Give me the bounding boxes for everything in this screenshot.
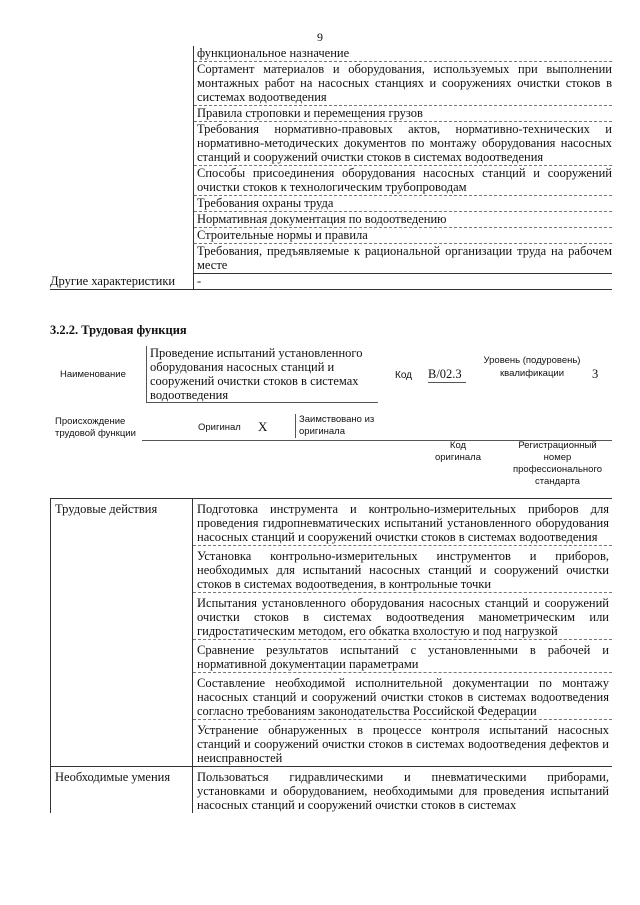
name-label: Наименование [60, 369, 126, 380]
code-value: В/02.3 [428, 367, 466, 383]
labor-actions-row [50, 499, 612, 767]
table-row [50, 166, 612, 196]
table-row [50, 122, 612, 166]
table-row [50, 244, 612, 274]
table-cell: Строительные нормы и правила [194, 228, 612, 244]
level-value: 3 [592, 367, 599, 381]
table-cell: Установка контрольно-измерительных инструментов и приборов, необходимых для испытаний насосных станций и сооружений очистки стоков в системах водоотведения, в контрольные точки [193, 546, 612, 593]
table-cell: Способы присоединения оборудования насосных станций и сооружений очистки стоков к технологическим трубопроводам [194, 166, 612, 196]
original-label: Оригинал [198, 422, 241, 433]
table-cell: Устранение обнаруженных в процессе контроля испытаний насосных станций и сооружений очистки стоков в системах водоотведения дефектов и неисправностей [193, 720, 612, 767]
borrowed-label: Заимствовано из оригинала [295, 414, 389, 438]
table-cell: функциональное назначение [194, 46, 612, 62]
function-details-table [50, 498, 612, 813]
table-cell: Нормативная документация по водоотведению [194, 212, 612, 228]
function-header [50, 344, 612, 404]
registration-caption: Регистрационный номер профессионального стандарта [513, 440, 602, 487]
table-cell: Подготовка инструмента и контрольно-измерительных приборов для проведения гидропневматических испытаний установленного оборудования насосных станций и сооружений очистки стоков в системах водоотведения [193, 499, 612, 546]
code-label: Код [395, 370, 413, 381]
section-heading: 3.2.2. Трудовая функция [50, 323, 187, 337]
table-row [50, 46, 612, 62]
table-cell: Требования, предъявляемые к рациональной организации труда на рабочем месте [194, 244, 612, 274]
table-cell: Сравнение результатов испытаний с установленными в рабочей и нормативной документации параметрами [193, 640, 612, 673]
page-number: 9 [317, 30, 323, 44]
table-cell: Составление необходимой исполнительной документации по монтажу насосных станций и сооружений очистки стоков в системах водоотведения согласно требованиям законодательства Российской Федерации [193, 673, 612, 720]
table-cell: Правила строповки и перемещения грузов [194, 106, 612, 122]
function-name: Проведение испытаний установленного оборудования насосных станций и сооружений очистки стоков в системах водоотведения [146, 346, 378, 403]
table-cell: Сортамент материалов и оборудования, используемых при выполнении монтажных работ на насосных станциях и сооружениях очистки стоков в системах водоотведения [194, 62, 612, 106]
labor-actions-label: Трудовые действия [50, 499, 193, 767]
table-cell: Пользоваться гидравлическими и пневматическими приборами, установками и оборудованием, необходимыми для проведения испытаний насосных станций и сооружений очистки стоков в системах [197, 770, 609, 812]
table-row [50, 228, 612, 244]
knowledge-table-continuation [50, 46, 612, 290]
table-row [50, 62, 612, 106]
required-skills-label: Необходимые умения [50, 767, 193, 813]
table-cell: Требования охраны труда [194, 196, 612, 212]
original-mark: X [258, 419, 268, 434]
original-code-caption: Код оригинала [434, 440, 481, 463]
table-row [50, 106, 612, 122]
other-characteristics-label: Другие характеристики [50, 274, 194, 290]
required-skills-row [50, 767, 612, 813]
table-cell: Требования нормативно-правовых актов, нормативно-технических и нормативно-методических документов по монтажу оборудования насосных станций и сооружений очистки стоков в системах водоотведения [194, 122, 612, 166]
other-characteristics-row [50, 274, 612, 290]
other-characteristics-value: - [194, 274, 612, 290]
origin-label: Происхождение трудовой функции [55, 416, 136, 439]
table-row [50, 212, 612, 228]
table-row [50, 196, 612, 212]
table-cell: Испытания установленного оборудования насосных станций и сооружений очистки стоков в системах водоотведения манометрическим или гидростатическим методом, его обкатка вхолостую и под нагрузкой [193, 593, 612, 640]
level-label: Уровень (подуровень) квалификации [483, 355, 581, 379]
